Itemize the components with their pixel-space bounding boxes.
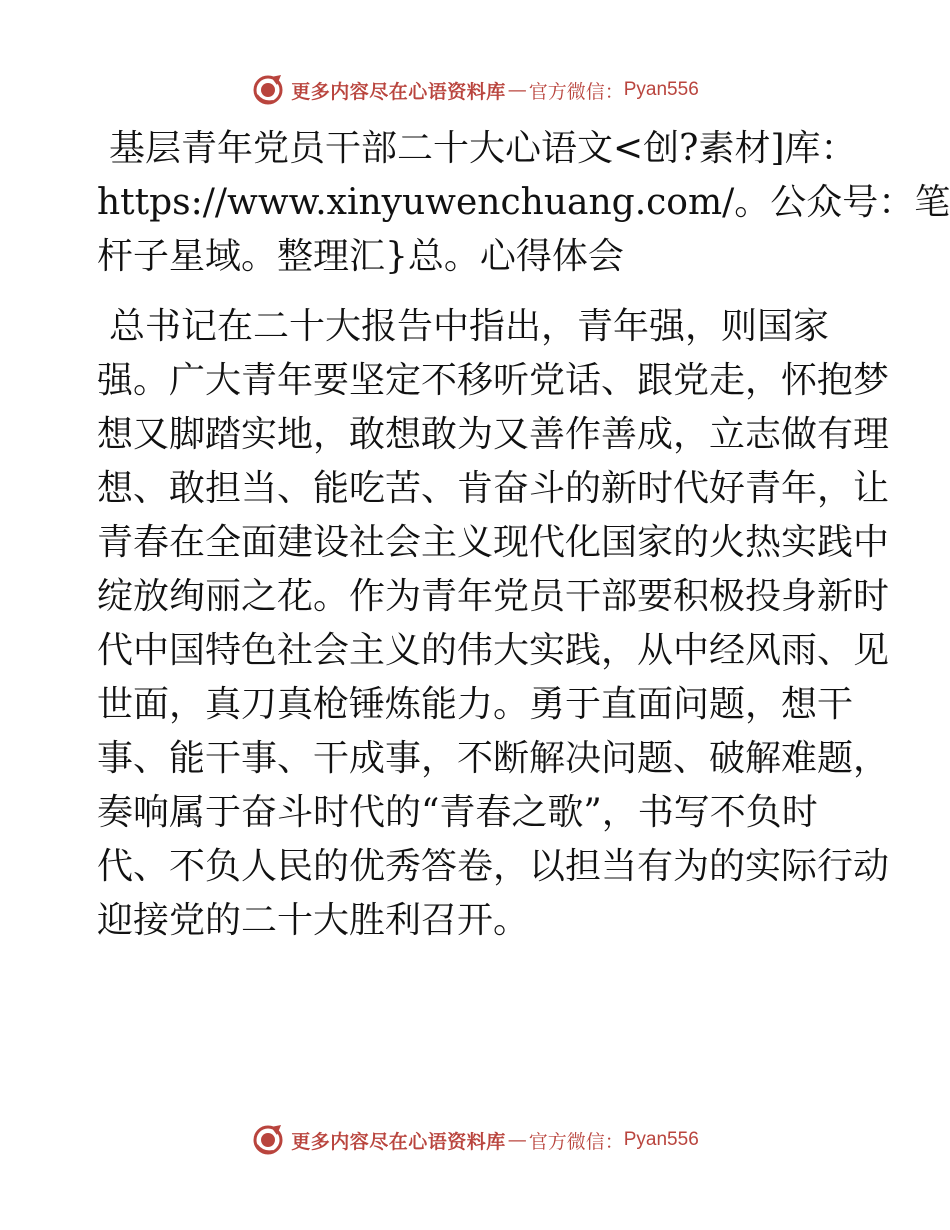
banner-wechat-id: Pyan556 [623, 79, 699, 100]
banner-dash: — [507, 79, 527, 101]
body-line: 总书记在二十大报告中指出，青年强，则国家 [109, 306, 830, 347]
banner-library-text: 更多内容尽在心语资料库 [291, 80, 506, 103]
body-line: 世面，真刀真枪锤炼能力。勇于直面问题，想干 [97, 684, 854, 725]
footer-library-text: 更多内容尽在心语资料库 [291, 1130, 506, 1153]
body-line: 事、能干事、干成事，不断解决问题、破解难题， [97, 738, 890, 779]
intro-line: https://www.xinyuwenchuang.com/。公众号：笔 [97, 182, 950, 223]
header-banner [0, 70, 950, 110]
intro-line: 杆子星域。整理汇}总。心得体会 [97, 236, 624, 277]
body-line: 奏响属于奋斗时代的“青春之歌”，书写不负时 [97, 792, 818, 833]
intro-line: 基层青年党员干部二十大心语文<创?素材]库： [109, 128, 857, 169]
body-paragraph [97, 300, 857, 354]
footer-banner [0, 1120, 950, 1160]
footer-wechat-id: Pyan556 [623, 1129, 699, 1150]
pen-logo-icon [251, 1123, 285, 1157]
body-line: 想又脚踏实地，敢想敢为又善作善成，立志做有理 [97, 414, 890, 455]
body-line: 强。广大青年要坚定不移听党话、跟党走，怀抱梦 [97, 360, 890, 401]
footer-dash: — [507, 1129, 527, 1151]
intro-paragraph-cont [97, 176, 950, 284]
banner-wechat-label: 官方微信： [528, 80, 624, 103]
body-line: 迎接党的二十大胜利召开。 [97, 900, 530, 941]
document-body [97, 118, 950, 948]
body-line: 代中国特色社会主义的伟大实践，从中经风雨、见 [97, 630, 890, 671]
intro-paragraph [97, 122, 857, 176]
footer-wechat-label: 官方微信： [528, 1130, 624, 1153]
body-line: 青春在全面建设社会主义现代化国家的火热实践中 [97, 522, 890, 563]
body-line: 绽放绚丽之花。作为青年党员干部要积极投身新时 [97, 576, 890, 617]
body-paragraph-cont [97, 354, 890, 948]
pen-logo-icon [251, 73, 285, 107]
body-line: 想、敢担当、能吃苦、肯奋斗的新时代好青年，让 [97, 468, 890, 509]
body-line: 代、不负人民的优秀答卷，以担当有为的实际行动 [97, 846, 890, 887]
